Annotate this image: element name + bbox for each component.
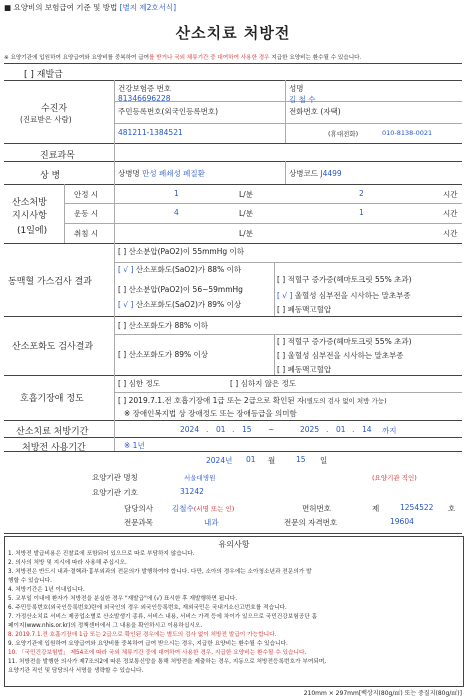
sat-condition-2 [277, 350, 403, 361]
checkbox-checked[interactable]: [ √ ] [118, 265, 134, 274]
rest-label: 안정 시 [74, 190, 99, 199]
option-label: 2019.7.1.전 호흡기장애 1급 또는 2급으로 확인된 자 [128, 396, 305, 405]
period-start-year[interactable]: 2024 [180, 425, 200, 434]
dyspnea-option-2 [230, 378, 296, 389]
name-value[interactable]: 김 철 수 [289, 95, 316, 104]
oxygen-section-label-2: 지시사항 [12, 211, 47, 221]
regulation-title: ■ 요양비의 보험급여 기준 및 방법 [4, 3, 120, 12]
divider [4, 143, 462, 144]
disease-label: 상 병 [40, 171, 61, 181]
caution-item: 10. 「국민건강보험법」 제54조에 따라 국외 체류기간 중에 대여하여 사용한 경우, 지급한 요양비는 환수될 수 있습니다. [8, 650, 307, 656]
insurance-label: 건강보험증 번호 [118, 84, 172, 93]
checkbox[interactable]: [ ] [118, 321, 127, 330]
divider [4, 437, 462, 438]
caution-item: 8. 2019.7.1.전 호흡기장애 1급 또는 2급으로 확인된 경우에는 별도의 검사 없이 처방전 발급이 가능합니다. [8, 632, 277, 638]
notice-part-3: 지급한 요양비는 환수될 수 있습니다. [269, 55, 362, 61]
sat-option-2 [118, 349, 208, 360]
checkbox[interactable]: [ ] [118, 350, 127, 359]
option-label: 울혈성 심부전을 시사하는 말초부종 [294, 291, 411, 300]
period-tilde: ~ [268, 425, 275, 434]
sleep-hours-unit: 시간 [443, 229, 458, 238]
issue-day-unit: 일 [320, 456, 328, 465]
rest-flow-unit: L/분 [239, 190, 253, 199]
divider [4, 420, 462, 421]
issue-month-unit: 월 [268, 456, 276, 465]
checkbox[interactable]: [ ] [118, 285, 127, 294]
row-line [114, 262, 462, 263]
caution-item: 행할 수 있습니다. [8, 578, 52, 584]
department-label: 진료과목 [40, 151, 75, 161]
disease-code-row [289, 168, 342, 179]
institution-seal: (요양기관 직인) [372, 474, 417, 482]
usage-label: 처방전 사용기간 [22, 443, 86, 453]
period-end-label: 까지 [382, 426, 397, 435]
divider [4, 243, 462, 244]
cert-label: 전문의 자격번호 [284, 518, 338, 527]
dyspnea-section-label: 호흡기장애 정도 [20, 394, 84, 404]
caution-box [4, 536, 464, 687]
row-line [114, 334, 462, 335]
page-title: 산소치료 처방전 [175, 24, 291, 42]
issue-year[interactable]: 2024년 [206, 456, 233, 465]
disease-code-label: 상병코드 [289, 169, 318, 178]
row-line [64, 223, 462, 224]
checkbox-checked[interactable]: [ √ ] [277, 291, 293, 300]
rest-flow[interactable]: 1 [174, 189, 179, 198]
period-start-month[interactable]: 01 [216, 425, 226, 434]
exercise-label: 운동 시 [74, 209, 99, 218]
option-label: 산소포화도(SaO2)가 88% 이하 [135, 265, 242, 274]
caution-item: 1. 처방전 발급비용은 진찰료에 포함되어 있으므로 따로 부담하지 않습니다. [8, 551, 195, 557]
option-label: 산소분압(PaO2)이 55mmHg 이하 [128, 247, 244, 256]
checkbox[interactable]: [ ] [230, 379, 239, 388]
caution-list [8, 550, 460, 676]
doctor-sign: (서명 또는 인) [193, 505, 235, 513]
phone-label: 전화번호 (자택) [289, 107, 341, 116]
row-line [114, 123, 462, 124]
divider [4, 375, 462, 376]
checkbox[interactable]: [ ] [277, 351, 286, 360]
divider [4, 80, 462, 81]
rrn-label: 주민등록번호(외국인등록번호) [118, 107, 219, 116]
option-label: 울혈성 심부전을 시사하는 말초부종 [287, 351, 404, 360]
sleep-flow-unit: L/분 [239, 229, 253, 238]
period-end-day[interactable]: 14 [362, 425, 372, 434]
option-label: 폐동맥고혈압 [287, 305, 332, 314]
col-line [274, 334, 275, 375]
institution-name-value[interactable]: 서울대병원 [184, 474, 216, 482]
checkbox[interactable]: [ ] [118, 396, 127, 405]
caution-item: 5. 교부일 이내에 환자가 처방전을 분실한 경우 "재발급"에 (√) 표시한 후 재발행하면 됩니다. [8, 596, 238, 602]
period-label: 산소치료 처방기간 [16, 427, 89, 437]
sat-option-1 [118, 320, 208, 331]
abg-option-4 [118, 299, 241, 310]
institution-code-label: 요양기관 기호 [92, 488, 138, 497]
option-label: 적혈구 증가증(헤마토크릿 55% 초과) [287, 275, 412, 284]
period-dot: . [206, 425, 209, 434]
notice-part-2: 를 받거나 국외 체류기간 중 대여하여 사용한 경우 [149, 55, 270, 61]
disease-name-label: 상병명 [118, 169, 140, 178]
notice [4, 53, 361, 61]
period-end-month[interactable]: 01 [336, 425, 346, 434]
col-line [114, 243, 115, 420]
sat-condition-1 [277, 336, 412, 347]
caution-item: 11. 처방전을 발행한 의사가 제7조의2에 따른 정보통신망을 통해 처방전을 제출하는 경우, 지동으로 처방전등록번호가 부여되며, [8, 659, 327, 665]
sat-section-label: 산소포화도 검사결과 [12, 342, 94, 352]
rrn-value[interactable]: 481211-1384521 [118, 128, 183, 137]
row-line [114, 392, 462, 393]
caution-item: 페이지(www.nhis.or.kr)의 정책센터에서 그 내용을 확인하시고 이용하십시오. [8, 623, 203, 629]
option-label: 산소포화도가 89% 이상 [128, 350, 209, 359]
option-label: 심한 정도 [128, 379, 161, 388]
dyspnea-option-1 [118, 378, 160, 389]
col-line [274, 262, 275, 316]
mobile-value[interactable]: 010-8138-0021 [382, 129, 433, 137]
abg-condition-3 [277, 304, 331, 315]
caution-item: 4. 처방기간은 1년 이내입니다. [8, 587, 85, 593]
option-label: 폐동맥고혈압 [287, 365, 332, 374]
rest-hours-unit: 시간 [443, 190, 458, 199]
checkbox[interactable]: [ ] [277, 337, 286, 346]
divider [4, 316, 462, 317]
option-label: 산소포화도(SaO2)가 89% 이상 [135, 300, 242, 309]
license-value[interactable]: 1254522 [400, 503, 434, 512]
name-label: 성명 [289, 84, 304, 93]
license-suffix: 호 [448, 504, 456, 513]
exercise-hours-unit: 시간 [443, 209, 458, 218]
caution-item: 7. 가정산소치료 서비스 제공업소별로 산소발생기 종류, 서비스 내용, 서비스 가격 등에 차이가 있으므로 국민건강보험공단 홈 [8, 614, 318, 620]
abg-section-label: 동맥혈 가스검사 결과 [8, 277, 92, 287]
disease-name-row [118, 168, 205, 179]
patient-section-sub: (진료받은 사람) [20, 115, 72, 124]
exercise-hours[interactable]: 1 [359, 208, 364, 217]
row-line [64, 203, 462, 204]
option-label: 산소분압(PaO2)이 56~59mmHg [128, 285, 243, 294]
abg-condition-2 [277, 290, 411, 301]
col-line [285, 80, 286, 143]
doctor-value[interactable] [172, 503, 234, 514]
divider [4, 533, 462, 534]
option-label: 적혈구 증가증(헤마토크릿 55% 초과) [287, 337, 412, 346]
checkbox[interactable]: [ ] [277, 275, 286, 284]
disease-code-value[interactable]: J4499 [320, 169, 342, 178]
checkbox[interactable]: [ ] [118, 247, 127, 256]
caution-title: 유의사항 [218, 540, 250, 549]
checkbox[interactable]: [ ] [118, 379, 127, 388]
checkbox[interactable]: [ ] [277, 365, 286, 374]
checkbox-checked[interactable]: [ √ ] [118, 300, 134, 309]
caution-item: 요양기관 직인 및 담당의사 서명을 생략할 수 있습니다. [8, 668, 144, 674]
period-dot: . [232, 425, 235, 434]
col-line [114, 184, 115, 243]
reissue-row [24, 67, 63, 80]
reissue-checkbox[interactable]: [ ] [24, 70, 34, 80]
period-start-day[interactable]: 15 [242, 425, 252, 434]
period-end-year[interactable]: 2025 [300, 425, 320, 434]
caution-item: 3. 처방전은 반드시 내과·결핵과·흉부외과의 전문의가 발행하여야 합니다. 다만, 소아의 경우에는 소아청소년과 전문의가 발 [8, 569, 312, 575]
form-number: [별지 제2호서식] [119, 3, 177, 12]
col-line [114, 420, 115, 451]
option-note: (별도의 검사 없이 처방 가능) [304, 397, 387, 405]
rest-hours[interactable]: 2 [359, 189, 364, 198]
specialty-label: 전문과목 [124, 518, 153, 527]
exercise-flow-unit: L/분 [239, 209, 253, 218]
divider [4, 63, 462, 64]
period-dot: . [352, 425, 355, 434]
exercise-flow[interactable]: 4 [174, 208, 179, 217]
period-dot: . [326, 425, 329, 434]
specialty-value[interactable]: 내과 [204, 518, 219, 527]
patient-section-label: 수진자 [41, 104, 68, 114]
abg-option-2 [118, 264, 241, 275]
divider [4, 161, 462, 162]
issue-day[interactable]: 15 [296, 455, 306, 464]
abg-option-1 [118, 246, 244, 257]
col-line [285, 161, 286, 184]
reissue-label: 재발급 [36, 70, 63, 80]
caution-item: 2. 의사의 처방 및 지시에 따라 사용해 주십시오. [8, 560, 127, 566]
option-label: 산소포화도가 88% 이하 [128, 321, 209, 330]
notice-part-1: ※ 요양기관에 입원하여 요양급여와 요양비를 중복하여 급여 [4, 55, 150, 61]
license-prefix: 제 [372, 504, 380, 513]
institution-code-value[interactable]: 31242 [180, 487, 204, 496]
license-label: 면허번호 [302, 504, 331, 513]
divider [4, 184, 462, 185]
oxygen-section-label: 산소처방 [12, 198, 47, 208]
dyspnea-note: ※ 장애인복지법 상 장애정도 또는 장애등급을 의미함 [124, 409, 297, 418]
mobile-label: (휴대전화) [328, 130, 359, 138]
institution-name-label: 요양기관 명칭 [92, 473, 138, 482]
usage-value: ※ 1년 [124, 441, 145, 450]
option-label: 심하지 않은 정도 [240, 379, 297, 388]
caution-item: 9. 요양기관에 입원하여 요양급여와 요양비를 중복하여 급여 받으시는 경우, 지급한 요양비는 환수될 수 있습니다. [8, 641, 288, 647]
caution-item: 6. 주민등록번호(외국인등록번호)란에 외국인의 경우 외국인등록번호, 재외국민은 국내거소신고번호를 적습니다. [8, 605, 287, 611]
abg-option-3 [118, 284, 243, 295]
form-header [4, 2, 176, 13]
cert-value[interactable]: 19604 [390, 517, 414, 526]
sleep-label: 취침 시 [74, 229, 99, 238]
checkbox[interactable]: [ ] [277, 305, 286, 314]
doctor-label: 담당의사 [124, 504, 153, 513]
sat-condition-3 [277, 364, 331, 375]
col-line [114, 80, 115, 184]
dyspnea-option-3 [118, 395, 387, 406]
issue-month[interactable]: 01 [246, 455, 256, 464]
oxygen-section-sub: (1일에) [17, 226, 48, 236]
paper-size: 210mm × 297mm[백상지(80g/㎡) 또는 중질지(80g/㎡)] [303, 690, 462, 697]
abg-condition-1 [277, 274, 412, 285]
doctor-name: 김철수 [172, 504, 194, 513]
col-line [64, 184, 65, 243]
disease-name-value[interactable]: 만성 폐쇄성 폐질환 [142, 169, 205, 178]
insurance-value[interactable]: 81346696228 [118, 94, 171, 103]
